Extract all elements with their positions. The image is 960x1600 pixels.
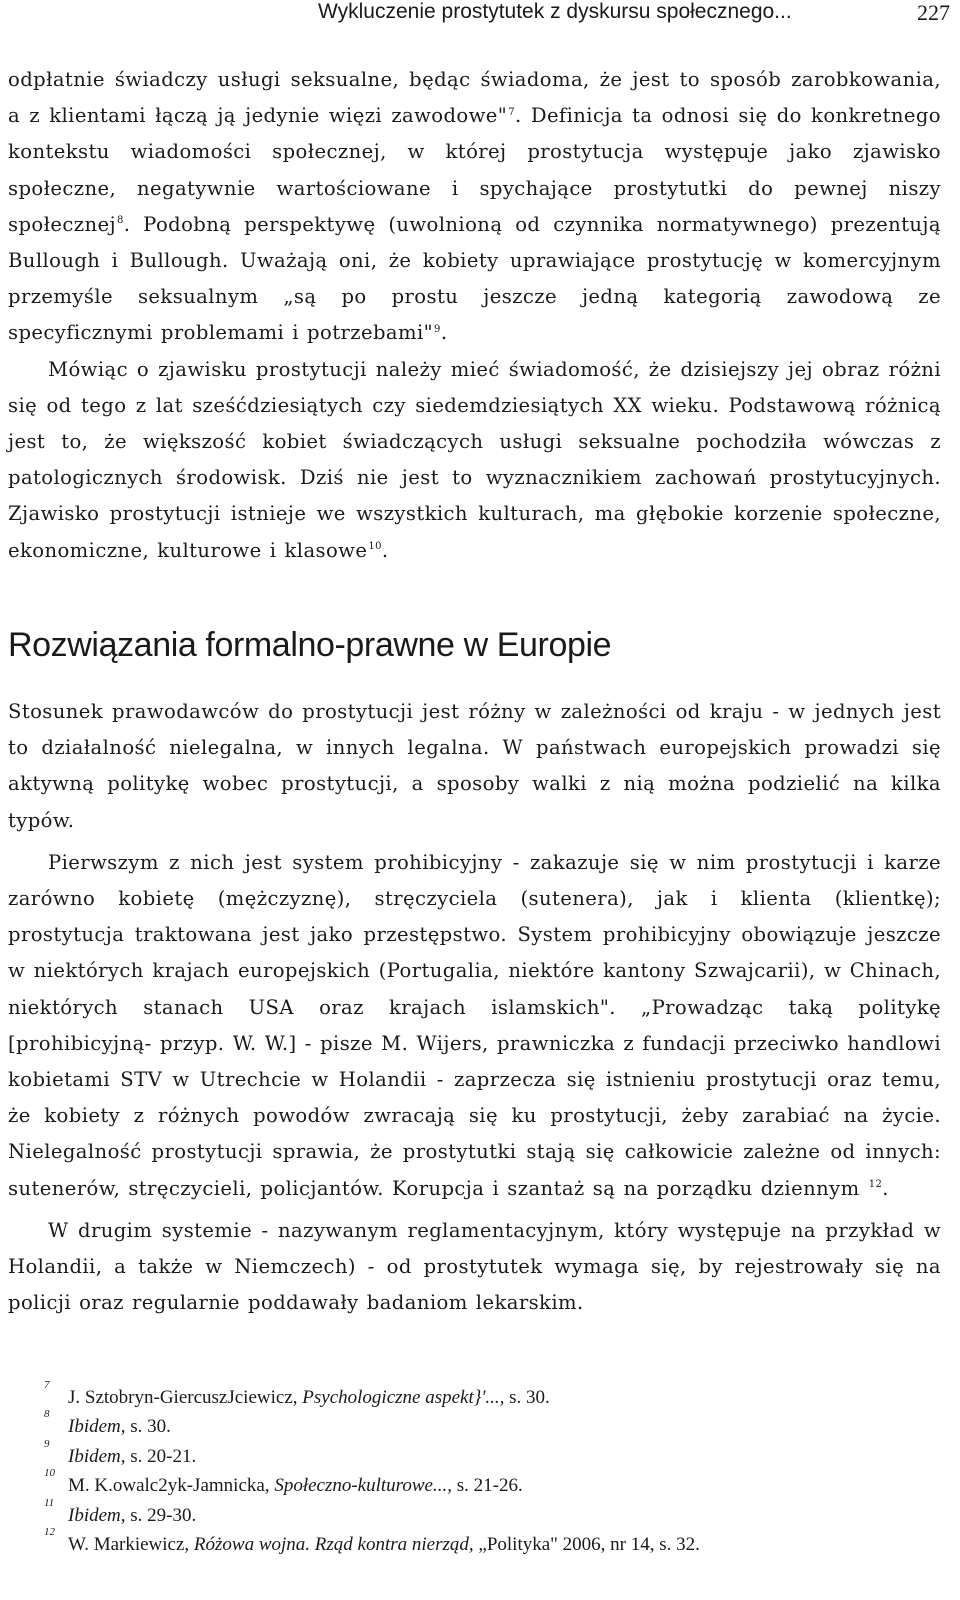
footnote-ref-12[interactable]: 12 xyxy=(868,1179,883,1191)
footnote-number: 10 xyxy=(44,1467,55,1480)
footnote-ref-7[interactable]: 7 xyxy=(508,106,515,118)
footnote-number: 7 xyxy=(44,1379,50,1391)
footnotes xyxy=(44,1379,944,1559)
footnote-ref-10[interactable]: 10 xyxy=(368,541,382,553)
footnote-9: 9 Ibidem, s. 20-21. xyxy=(44,1442,944,1471)
footnote-10: 10 M. K.owalc2yk-Jamnicka, Społeczno-kulturowe..., s. 21-26. xyxy=(44,1471,944,1500)
footnote-number: 8 xyxy=(44,1408,50,1421)
footnote-number: 9 xyxy=(44,1437,50,1450)
running-header xyxy=(0,0,950,30)
paragraph-legislators: Stosunek prawodawców do prostytucji jest różny w zależności od kraju - w jednych jest to działalność nielegalna, w innych legalna. W państwach europejskich prowadzi się aktywną politykę wobec prostytucji, a sposoby walki z nią można podzielić na kilka typów. xyxy=(8,700,941,832)
footnote-8: 8 Ibidem, s. 30. xyxy=(44,1412,944,1441)
section-body-2 xyxy=(8,694,941,1321)
footnote-7: 7 J. Sztobryn-GiercuszJciewicz, Psychologiczne aspekt}'..., s. 30. xyxy=(44,1383,944,1412)
section-heading: Rozwiązania formalno-prawne w Europie xyxy=(8,626,612,664)
footnote-12: 12 W. Markiewicz, Różowa wojna. Rząd kontra nierząd, „Polityka" 2006, nr 14, s. 32. xyxy=(44,1530,944,1559)
running-header-title: Wykluczenie prostytutek z dyskursu społecznego... xyxy=(318,0,792,23)
paragraph-regulation-system: W drugim systemie - nazywanym reglamentacyjnym, który występuje na przykład w Holandii, a także w Niemczech) - od prostytutek wymaga się, by rejestrowały się na policji oraz regularnie poddawały badaniom lekarskim. xyxy=(8,1218,941,1315)
section-body-1 xyxy=(8,62,941,569)
footnote-ref-8[interactable]: 8 xyxy=(116,215,124,227)
footnote-number: 11 xyxy=(44,1496,55,1509)
page-number: 227 xyxy=(917,0,950,25)
footnote-ref-9[interactable]: 9 xyxy=(434,323,441,335)
paragraph-prohibition-system: Pierwszym z nich jest system prohibicyjny - zakazuje się w nim prostytucji i karze zarówno kobietę (mężczyznę), stręczyciela (sutenera), jak i klienta (klientkę); prostytucja traktowana jest jako przestępstwo. System prohibicyjny obowiązuje jeszcze w niektórych krajach europejskich (Portugalia, niektóre kantony Szwajcarii), w Chinach, niektórych stanach USA oraz krajach islamskich". „Prowadząc taką politykę [prohibicyjną- przyp. W. W.] - pisze M. Wijers, prawniczka z fundacji przeciwko handlowi kobietami STV w Utrechcie w Holandii - zaprzecza się istnieniu prostytucji oraz temu, że kobiety z różnych powodów zwracają się ku prostytucji, żeby zarabiać na życie. Nielegalność prostytucji sprawia, że prostytutki stają się całkowicie zależne od innych: sutenerów, stręczycieli, policjantów. Korupcja i szantaż są na porządku dziennym $^{12}$. xyxy=(8,850,941,1200)
paragraph-phenomenon: Mówiąc o zjawisku prostytucji należy mieć świadomość, że dzisiejszy jej obraz różni się od tego z lat sześćdziesiątych czy siedemdziesiątych XX wieku. Podstawową różnicą jest to, że większość kobiet świadczących usługi seksualne pochodziła wówczas z patologicznych środowisk. Dziś nie jest to wyznacznikiem zachowań prostytucyjnych. Zjawisko prostytucji istnieje we wszystkich kulturach, ma głębokie korzenie społeczne, ekonomiczne, kulturowe i klasowe$^{10}$. xyxy=(8,357,941,562)
paragraph-definition: odpłatnie świadczy usługi seksualne, będąc świadoma, że jest to sposób zarobkowania, a z klientami łączą ją jedynie więzi zawodowe"$^7$. Definicja ta odnosi się do konkretnego kontekstu wiadomości społecznej, w której prostytucja występuje jako zjawisko społeczne, negatywnie wartościowane i spychające prostytutki do pewnej niszy społecznej$^8$. Podobną perspektywę (uwolnioną od czynnika normatywnego) prezentują Bullough i Bullough. Uważają oni, że kobiety uprawiające prostytucję w komercyjnym przemyśle seksualnym „są po prostu jeszcze jedną kategorią zawodową ze specyficznymi problemami i potrzebami"$^9$. xyxy=(8,68,942,345)
footnote-number: 12 xyxy=(44,1525,55,1538)
footnote-11: 11 Ibidem, s. 29-30. xyxy=(44,1501,944,1530)
